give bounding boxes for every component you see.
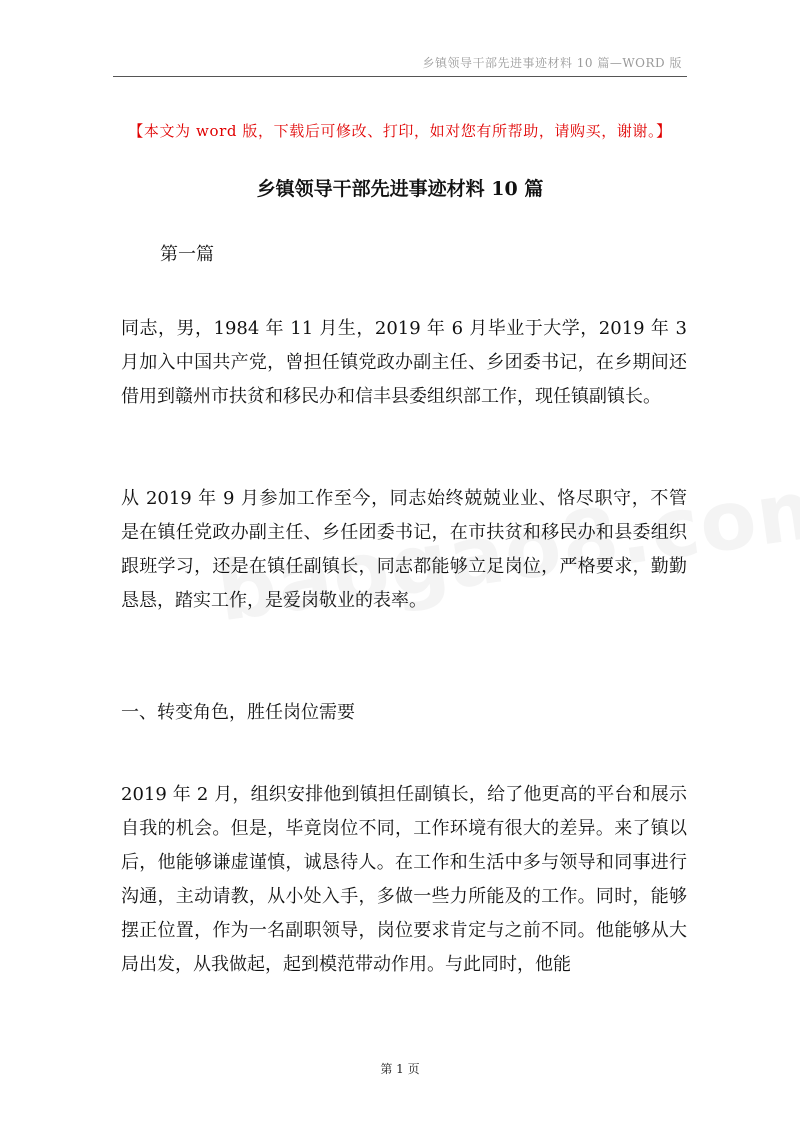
page-number: 第 1 页 [380,1062,420,1076]
running-header: 乡镇领导干部先进事迹材料 10 篇—WORD 版 [422,56,682,70]
section-heading: 一、转变角色，胜任岗位需要 [121,702,355,723]
paragraph-2: 从 2019 年 9 月参加工作至今，同志始终兢兢业业、恪尽职守，不管是在镇任党政办副主任、乡任团委书记，在市扶贫和移民办和县委组织跟班学习，还是在镇任副镇长，同志都能够立足岗位，严格要求，勤勤恳恳，踏实工作，是爱岗敬业的表率。 [121,488,687,611]
header-divider [113,76,687,77]
paragraph-1: 同志，男，1984 年 11 月生，2019 年 6 月毕业于大学，2019 年 3 月加入中国共产党，曾担任镇党政办副主任、乡团委书记，在乡期间还借用到赣州市扶贫和移民办和信丰县委组织部工作，现任镇副镇长。 [121,318,687,407]
section-label: 第一篇 [160,244,214,265]
paragraph-3: 2019 年 2 月，组织安排他到镇担任副镇长，给了他更高的平台和展示自我的机会。但是，毕竟岗位不同，工作环境有很大的差异。来了镇以后，他能够谦虚谨慎，诚恳待人。在工作和生活中多与领导和同事进行沟通，主动请教，从小处入手，多做一些力所能及的工作。同时，能够摆正位置，作为一名副职领导，岗位要求肯定与之前不同。他能够从大局出发，从我做起，起到模范带动作用。与此同时，他能 [121,784,687,975]
document-title: 乡镇领导干部先进事迹材料 10 篇 [256,178,544,200]
purchase-notice: 【本文为 word 版，下载后可修改、打印，如对您有所帮助，请购买，谢谢。】 [128,122,672,140]
